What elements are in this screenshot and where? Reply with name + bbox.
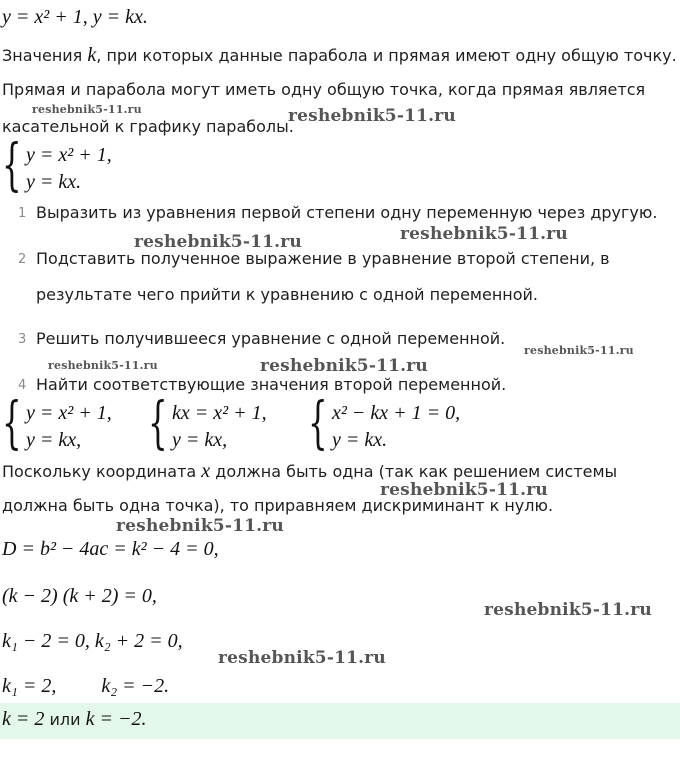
system-eq: kx = x² + 1, — [172, 402, 267, 424]
discriminant-equation: D = b² − 4ac = k² − 4 = 0, — [2, 538, 219, 560]
task-var: k — [87, 44, 97, 66]
explanation-line-2: должна быть одна точка), то приравняем дискриминант к нулю. — [2, 496, 554, 515]
system-brace: { — [148, 391, 168, 456]
system1-eq1: y = x² + 1, — [26, 144, 112, 166]
header-equation: y = x² + 1, y = kx. — [2, 6, 148, 28]
answer-connector: или — [44, 710, 86, 729]
watermark: reshebnik5-11.ru — [134, 232, 302, 252]
answer-line — [2, 708, 146, 731]
intro-line-2: касательной к графику параболы. — [2, 117, 294, 136]
intro-line-1: Прямая и парабола могут иметь одну общую точка, когда прямая является — [2, 80, 646, 99]
step-text: Выразить из уравнения первой степени одну переменную через другую. — [36, 203, 658, 222]
watermark: reshebnik5-11.ru — [218, 648, 386, 668]
system1-eq2: y = kx. — [26, 171, 82, 193]
roots-equations: k₁ = 2, k₂ = −2. — [2, 675, 170, 697]
system-eq: y = x² + 1, — [26, 402, 112, 424]
watermark: reshebnik5-11.ru — [32, 103, 142, 116]
system-eq: x² − kx + 1 = 0, — [332, 402, 461, 424]
explanation-line-1: Поскольку координата x должна быть одна (так как решением системы — [2, 460, 618, 482]
watermark: reshebnik5-11.ru — [380, 480, 548, 500]
watermark: reshebnik5-11.ru — [524, 344, 634, 357]
step-text: Найти соответствующие значения второй переменной. — [36, 375, 507, 394]
watermark: reshebnik5-11.ru — [484, 600, 652, 620]
watermark: reshebnik5-11.ru — [260, 356, 428, 376]
step-number: 4 — [18, 378, 27, 393]
step-text: Подставить полученное выражение в уравнение второй степени, в — [36, 249, 610, 268]
watermark: reshebnik5-11.ru — [116, 516, 284, 536]
step-text: Решить получившееся уравнение с одной переменной. — [36, 329, 506, 348]
task-line — [2, 44, 677, 67]
system-eq: y = kx. — [332, 429, 388, 451]
step-number: 2 — [18, 252, 27, 267]
answer-right: k = −2. — [85, 708, 147, 730]
split-equations: k₁ − 2 = 0, k₂ + 2 = 0, — [2, 630, 183, 652]
system-brace: { — [2, 391, 22, 456]
step-number: 1 — [18, 206, 27, 221]
watermark: reshebnik5-11.ru — [400, 224, 568, 244]
system-brace: { — [2, 133, 22, 198]
watermark: reshebnik5-11.ru — [288, 106, 456, 126]
system-eq: y = kx, — [172, 429, 228, 451]
step-number: 3 — [18, 332, 27, 347]
system-eq: y = kx, — [26, 429, 82, 451]
factored-equation: (k − 2) (k + 2) = 0, — [2, 585, 157, 607]
watermark: reshebnik5-11.ru — [48, 359, 158, 372]
answer-left: k = 2 — [2, 708, 45, 730]
system-brace: { — [308, 391, 328, 456]
step-text: результате чего прийти к уравнению с одной переменной. — [36, 285, 539, 304]
task-prefix: Значения — [2, 46, 88, 65]
task-suffix: , при которых данные парабола и прямая имеют одну общую точку. — [96, 46, 677, 65]
